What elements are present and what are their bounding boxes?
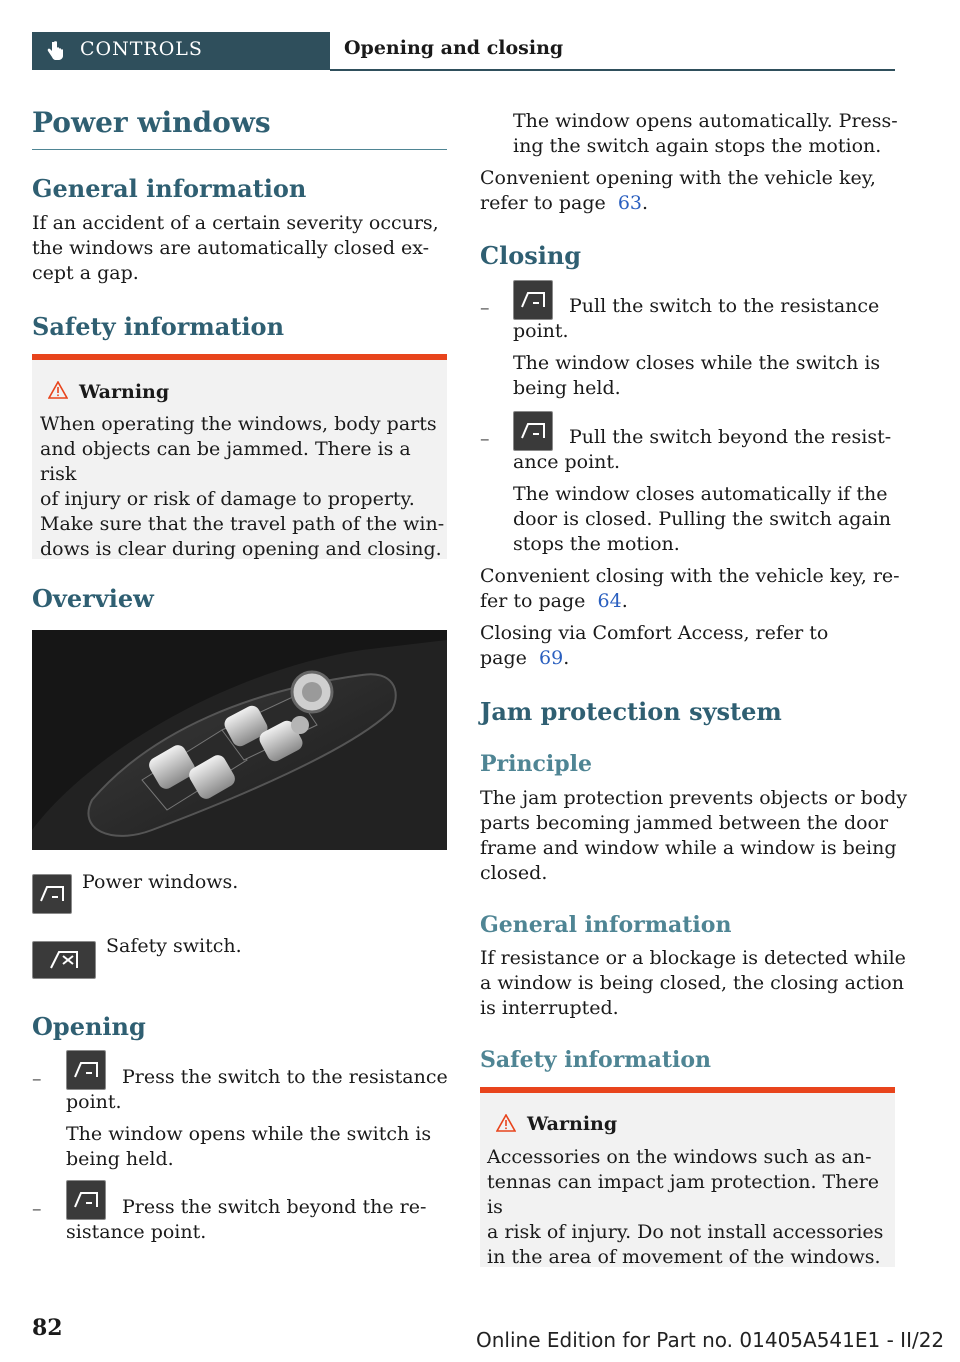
jam-general-info-text: If resistance or a blockage is detected while a window is being closed, the closing action is interrupted.: [480, 947, 906, 1019]
opening-step2-sub: The window opens automatically. Press- ing the switch again stops the motion.: [513, 110, 898, 157]
edition-footer: Online Edition for Part no. 01405A541E1 - II/22: [476, 1328, 945, 1352]
warning-text: Accessories on the windows such as an- tennas can impact jam protection. There is a risk of injury. Do not install accessories in the area of movement of the windows.: [487, 1146, 884, 1268]
power-window-switch-icon: [32, 874, 72, 914]
closing-step1-text: Pull the switch to the resistance: [569, 295, 880, 317]
title-rule: [32, 149, 447, 150]
opening-step1-text: Press the switch to the resistance: [122, 1066, 448, 1088]
warning-text: When operating the windows, body parts and objects can be jammed. There is a risk of injury or risk of damage to property. Make sure that the travel path of the win- dows is clear during opening and closing.: [40, 413, 445, 560]
opening-step2-text-cont: sistance point.: [66, 1221, 207, 1243]
warning-triangle-icon: [48, 381, 68, 399]
page-link-63[interactable]: 63: [617, 192, 643, 214]
list-dash: –: [32, 1198, 42, 1220]
power-window-switch-icon: [66, 1180, 106, 1220]
chapter-label: Opening and closing: [344, 37, 564, 59]
convenient-opening-text: Convenient opening with the vehicle key, refer to page 63.: [480, 167, 876, 214]
safety-switch-icon: [32, 941, 96, 979]
opening-step2-text: Press the switch beyond the re-: [122, 1196, 427, 1218]
warning-box: [480, 1087, 895, 1267]
page-link-69[interactable]: 69: [539, 647, 564, 669]
warning-box: [32, 354, 447, 559]
overview-heading: Overview: [32, 584, 154, 613]
jam-protection-heading: Jam protection system: [480, 697, 782, 726]
power-window-switch-icon: [513, 280, 553, 320]
closing-step1-sub: The window closes while the switch is being held.: [513, 352, 881, 399]
header-rule: [330, 69, 895, 71]
principle-heading: Principle: [480, 751, 592, 777]
list-dash: –: [32, 1068, 42, 1090]
general-info-heading: General information: [32, 174, 307, 203]
opening-step1-text-cont: point.: [66, 1091, 122, 1113]
general-info-text: If an accident of a certain severity occurs, the windows are automatically closed ex- cept a gap.: [32, 212, 439, 284]
jam-safety-info-heading: Safety information: [480, 1047, 712, 1073]
page-title: Power windows: [32, 106, 271, 139]
page-link-64[interactable]: 64: [597, 590, 622, 612]
power-window-switch-icon: [513, 411, 553, 451]
hand-pointer-icon: [46, 41, 64, 61]
warning-triangle-icon: [496, 1114, 516, 1132]
power-window-switch-icon: [66, 1050, 106, 1090]
section-tab: [32, 32, 330, 70]
opening-step1-sub: The window opens while the switch is being held.: [66, 1123, 432, 1170]
closing-step2-text: Pull the switch beyond the resist-: [569, 426, 892, 448]
legend-safety-switch: Safety switch.: [106, 935, 242, 957]
list-dash: –: [480, 297, 490, 319]
warning-label: Warning: [79, 381, 170, 403]
closing-heading: Closing: [480, 241, 582, 270]
jam-general-info-heading: General information: [480, 912, 732, 938]
principle-text: The jam protection prevents objects or body parts becoming jammed between the door frame and window while a window is being closed.: [480, 787, 908, 884]
section-label: CONTROLS: [80, 38, 203, 60]
page-number: 82: [32, 1315, 63, 1341]
legend-power-windows: Power windows.: [82, 871, 239, 893]
closing-step2-sub: The window closes automatically if the door is closed. Pulling the switch again stops the motion.: [513, 483, 892, 555]
warning-bar: [480, 1087, 895, 1093]
window-switch-photo: [32, 630, 447, 850]
opening-heading: Opening: [32, 1012, 146, 1041]
comfort-access-text: Closing via Comfort Access, refer to page 69.: [480, 622, 829, 669]
warning-label: Warning: [527, 1113, 618, 1135]
safety-info-heading: Safety information: [32, 312, 285, 341]
convenient-closing-text: Convenient closing with the vehicle key, re- fer to page 64.: [480, 565, 900, 612]
warning-bar: [32, 354, 447, 360]
list-dash: –: [480, 428, 490, 450]
closing-step1-text-cont: point.: [513, 320, 569, 342]
closing-step2-text-cont: ance point.: [513, 451, 621, 473]
